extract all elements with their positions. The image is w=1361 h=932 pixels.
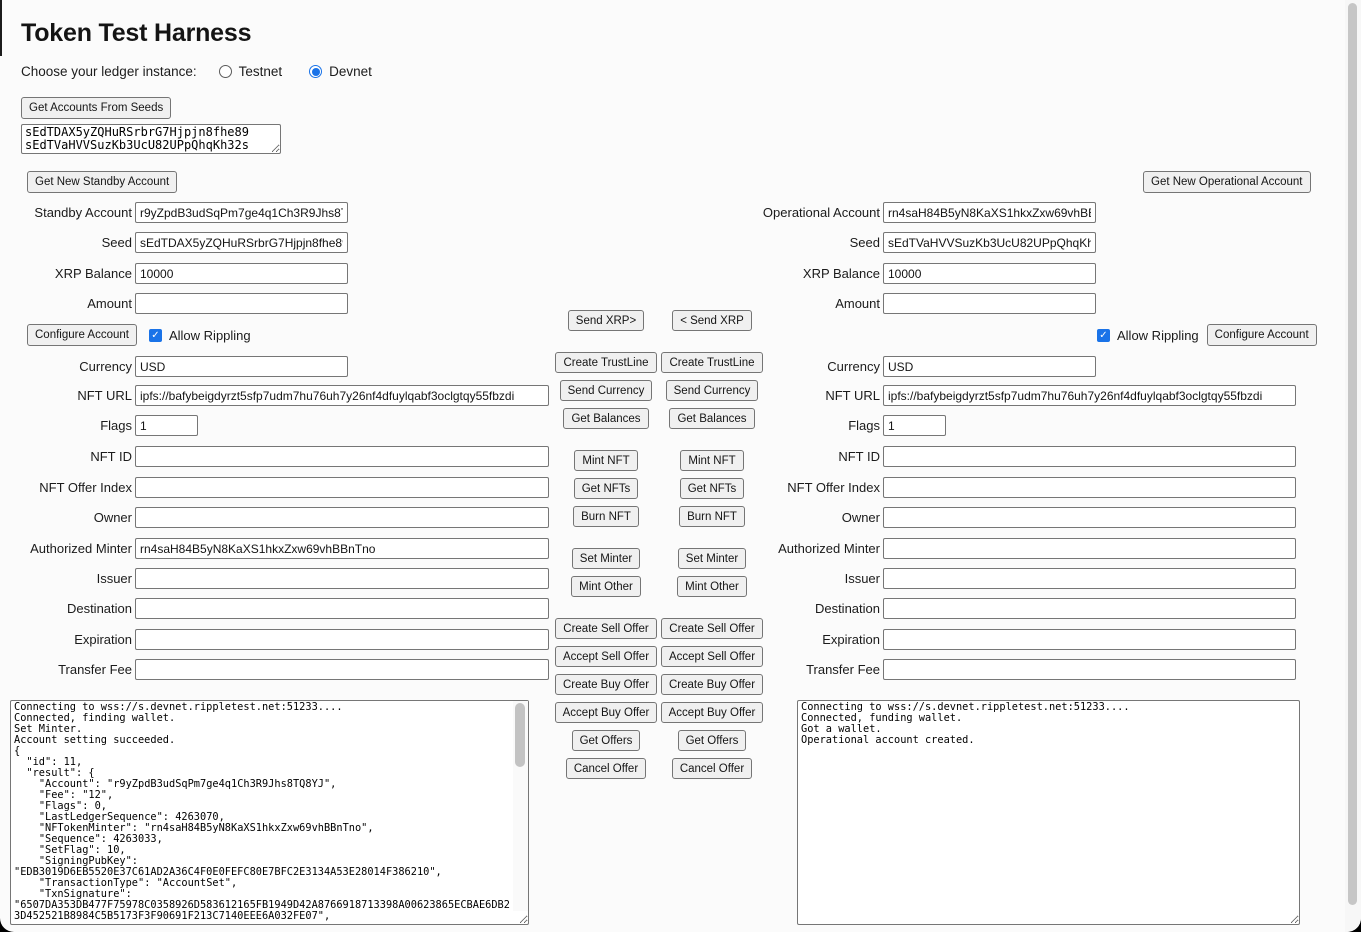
operational-destination-input[interactable] [883, 598, 1296, 619]
standby-expiration-input[interactable] [135, 629, 549, 650]
operational-create-buy-offer-button[interactable]: Create Buy Offer [661, 674, 763, 695]
testnet-radio-label: Testnet [238, 64, 283, 79]
standby-nft-id-label: NFT ID [90, 449, 132, 464]
standby-get-offers-button[interactable]: Get Offers [572, 730, 641, 751]
field-row [0, 232, 348, 253]
standby-seed-input[interactable] [135, 232, 348, 253]
standby-mint-nft-button[interactable]: Mint NFT [574, 450, 637, 471]
operational-set-minter-button[interactable]: Set Minter [678, 548, 746, 569]
standby-burn-nft-button[interactable]: Burn NFT [573, 506, 639, 527]
devnet-radio[interactable] [309, 65, 322, 78]
field-row [650, 263, 1096, 284]
operational-accept-sell-offer-button[interactable]: Accept Sell Offer [661, 646, 763, 667]
operational-issuer-input[interactable] [883, 568, 1296, 589]
standby-owner-input[interactable] [135, 507, 549, 528]
operational-send-xrp-button[interactable]: < Send XRP [672, 310, 752, 331]
operational-issuer-label: Issuer [844, 571, 880, 586]
standby-configure-row [27, 324, 251, 346]
standby-nft-id-input[interactable] [135, 446, 549, 467]
operational-nft-offer-index-label: NFT Offer Index [787, 480, 880, 495]
operational-mint-nft-button[interactable]: Mint NFT [680, 450, 743, 471]
operational-results-log[interactable] [797, 700, 1300, 925]
operational-currency-label: Currency [827, 359, 880, 374]
operational-get-offers-button[interactable]: Get Offers [678, 730, 747, 751]
standby-send-xrp-button[interactable]: Send XRP> [568, 310, 644, 331]
operational-burn-nft-button[interactable]: Burn NFT [679, 506, 745, 527]
field-row [0, 538, 549, 559]
field-row [0, 629, 549, 650]
testnet-radio-option[interactable] [219, 64, 283, 79]
operational-configure-account-button[interactable]: Configure Account [1207, 324, 1317, 346]
operational-cancel-offer-button[interactable]: Cancel Offer [672, 758, 752, 779]
operational-seed-label: Seed [849, 235, 880, 250]
standby-authorized-minter-label: Authorized Minter [30, 541, 132, 556]
standby-expiration-label: Expiration [74, 632, 132, 647]
page-title: Token Test Harness [21, 19, 252, 47]
field-row [0, 356, 348, 377]
standby-actions-column [554, 310, 658, 779]
field-row [0, 263, 348, 284]
window-edge-artifact [0, 0, 2, 56]
operational-owner-label: Owner [841, 510, 880, 525]
field-row [0, 415, 198, 436]
operational-create-trustline-button[interactable]: Create TrustLine [661, 352, 762, 373]
operational-expiration-label: Expiration [822, 632, 880, 647]
field-row [0, 477, 549, 498]
field-row [650, 232, 1096, 253]
field-row [0, 598, 549, 619]
page-scrollbar-thumb[interactable] [1348, 3, 1357, 905]
seeds-textarea[interactable] [21, 124, 281, 154]
field-row [0, 507, 549, 528]
log-scrollbar [513, 701, 528, 911]
standby-nft-url-label: NFT URL [77, 388, 132, 403]
operational-transfer-fee-input[interactable] [883, 659, 1296, 680]
testnet-radio[interactable] [219, 65, 232, 78]
field-row [0, 446, 549, 467]
field-row [0, 659, 549, 680]
operational-nft-offer-index-input[interactable] [883, 477, 1296, 498]
standby-nft-offer-index-input[interactable] [135, 477, 549, 498]
standby-issuer-input[interactable] [135, 568, 549, 589]
standby-allow-rippling-checkbox[interactable]: ✓ [149, 329, 162, 342]
standby-xrp-balance-label: XRP Balance [54, 266, 132, 281]
standby-destination-input[interactable] [135, 598, 549, 619]
standby-seed-label: Seed [101, 235, 132, 250]
operational-transfer-fee-label: Transfer Fee [806, 662, 880, 677]
standby-allow-rippling-label: Allow Rippling [168, 327, 251, 343]
standby-get-balances-button[interactable]: Get Balances [563, 408, 648, 429]
operational-currency-input[interactable] [883, 356, 1096, 377]
operational-authorized-minter-input[interactable] [883, 538, 1296, 559]
field-row [0, 202, 348, 223]
operational-get-balances-button[interactable]: Get Balances [669, 408, 754, 429]
operational-accept-buy-offer-button[interactable]: Accept Buy Offer [661, 702, 764, 723]
operational-flags-input[interactable] [883, 415, 946, 436]
operational-nft-id-input[interactable] [883, 446, 1296, 467]
operational-allow-rippling-checkbox[interactable]: ✓ [1097, 329, 1110, 342]
standby-authorized-minter-input[interactable] [135, 538, 549, 559]
standby-currency-label: Currency [79, 359, 132, 374]
field-row [650, 202, 1096, 223]
operational-amount-label: Amount [835, 296, 880, 311]
operational-expiration-input[interactable] [883, 629, 1296, 650]
standby-owner-label: Owner [93, 510, 132, 525]
operational-account-label: Operational Account [762, 205, 880, 220]
get-new-operational-account-button[interactable]: Get New Operational Account [1143, 171, 1311, 193]
standby-set-minter-button[interactable]: Set Minter [572, 548, 640, 569]
operational-xrp-balance-input[interactable] [883, 263, 1096, 284]
standby-nft-offer-index-label: NFT Offer Index [39, 480, 132, 495]
standby-cancel-offer-button[interactable]: Cancel Offer [566, 758, 646, 779]
standby-send-currency-button[interactable]: Send Currency [560, 380, 653, 401]
standby-flags-label: Flags [100, 418, 132, 433]
operational-allow-rippling-label: Allow Rippling [1117, 327, 1199, 343]
standby-amount-label: Amount [87, 296, 132, 311]
standby-amount-input[interactable] [135, 293, 348, 314]
get-new-standby-account-button[interactable]: Get New Standby Account [27, 171, 177, 193]
operational-xrp-balance-label: XRP Balance [802, 266, 880, 281]
standby-accept-sell-offer-button[interactable]: Accept Sell Offer [555, 646, 657, 667]
standby-account-input[interactable] [135, 202, 348, 223]
standby-transfer-fee-label: Transfer Fee [58, 662, 132, 677]
standby-nft-url-input[interactable] [135, 385, 549, 406]
standby-mint-other-button[interactable]: Mint Other [571, 576, 641, 597]
operational-configure-row [1097, 324, 1317, 346]
standby-account-label: Standby Account [34, 205, 132, 220]
ledger-instance-label: Choose your ledger instance: [21, 64, 197, 79]
operational-seed-input[interactable] [883, 232, 1096, 253]
page-scrollbar [1345, 0, 1361, 932]
devnet-radio-label: Devnet [329, 64, 372, 79]
get-accounts-from-seeds-button[interactable]: Get Accounts From Seeds [21, 97, 171, 119]
standby-create-sell-offer-button[interactable]: Create Sell Offer [555, 618, 656, 639]
standby-issuer-label: Issuer [96, 571, 132, 586]
standby-flags-input[interactable] [135, 415, 198, 436]
operational-nft-url-input[interactable] [883, 385, 1296, 406]
operational-mint-other-button[interactable]: Mint Other [677, 576, 747, 597]
operational-get-nfts-button[interactable]: Get NFTs [680, 478, 745, 499]
field-row [0, 385, 549, 406]
ledger-instance-row [21, 64, 399, 79]
operational-actions-column [660, 310, 764, 779]
field-row [0, 568, 549, 589]
operational-nft-url-label: NFT URL [825, 388, 880, 403]
field-row [0, 293, 348, 314]
operational-owner-input[interactable] [883, 507, 1296, 528]
standby-currency-input[interactable] [135, 356, 348, 377]
standby-results-log[interactable] [10, 700, 529, 925]
standby-get-nfts-button[interactable]: Get NFTs [574, 478, 639, 499]
standby-destination-label: Destination [66, 601, 132, 616]
log-scrollbar-thumb[interactable] [515, 703, 525, 767]
operational-flags-label: Flags [848, 418, 880, 433]
standby-transfer-fee-input[interactable] [135, 659, 549, 680]
standby-accept-buy-offer-button[interactable]: Accept Buy Offer [555, 702, 658, 723]
operational-nft-id-label: NFT ID [838, 449, 880, 464]
standby-configure-account-button[interactable]: Configure Account [27, 324, 137, 346]
standby-create-buy-offer-button[interactable]: Create Buy Offer [555, 674, 657, 695]
operational-authorized-minter-label: Authorized Minter [778, 541, 880, 556]
operational-destination-label: Destination [814, 601, 880, 616]
operational-account-input[interactable] [883, 202, 1096, 223]
operational-send-currency-button[interactable]: Send Currency [666, 380, 759, 401]
standby-create-trustline-button[interactable]: Create TrustLine [555, 352, 656, 373]
operational-amount-input[interactable] [883, 293, 1096, 314]
standby-xrp-balance-input[interactable] [135, 263, 348, 284]
operational-create-sell-offer-button[interactable]: Create Sell Offer [661, 618, 762, 639]
devnet-radio-option[interactable] [309, 64, 372, 79]
